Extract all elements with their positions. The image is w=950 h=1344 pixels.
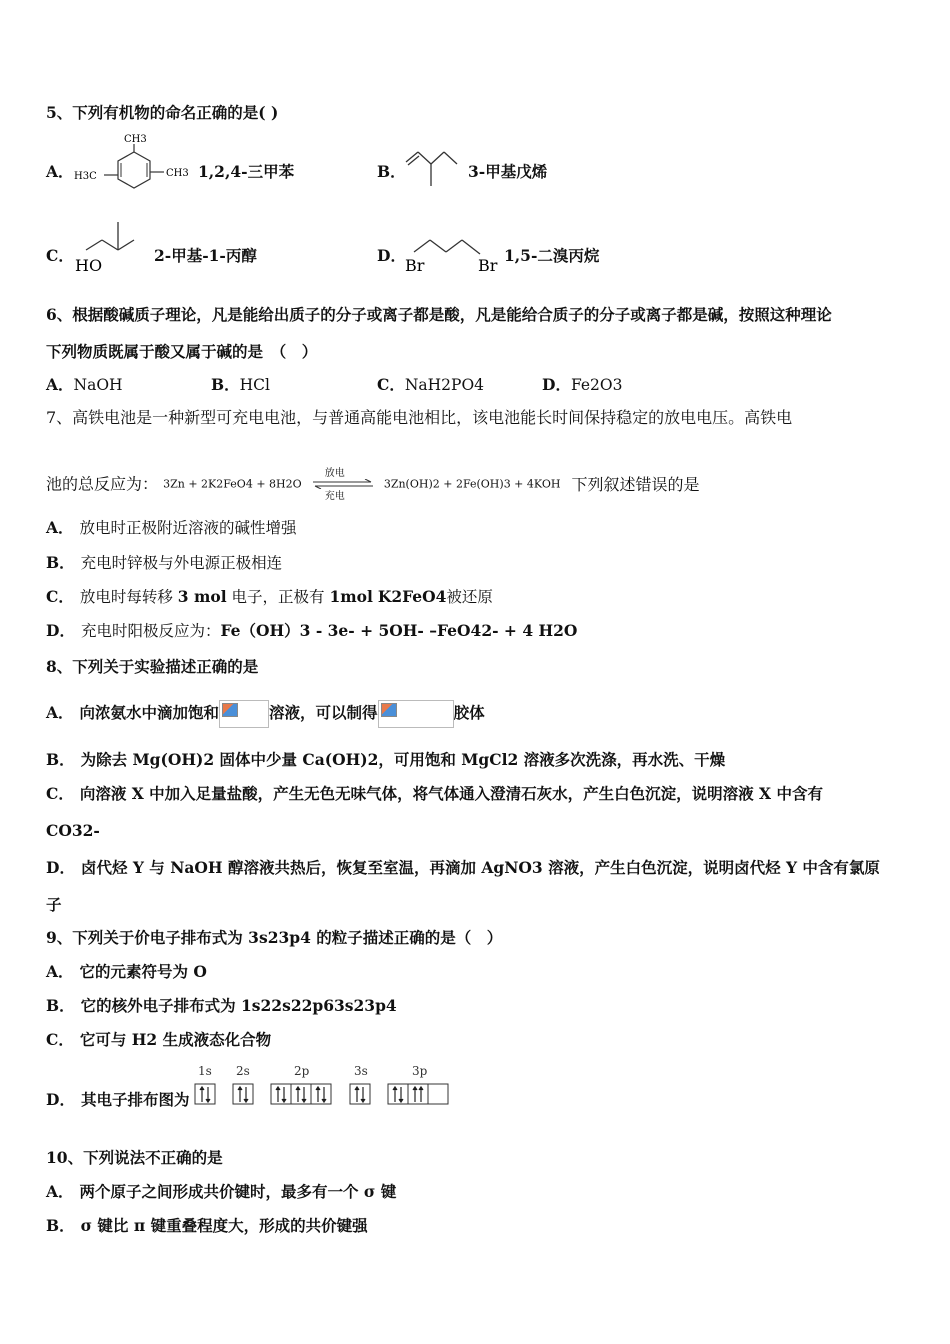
q5-a-letter: A． bbox=[46, 162, 74, 181]
q6-stem-line2: 下列物质既属于酸又属于碱的是 （ ） bbox=[46, 342, 318, 361]
q5-c-structure bbox=[72, 218, 150, 276]
q7-d-text1: 充电时阳极反应为： bbox=[80, 622, 221, 640]
q8-a-t2: 溶液，可以制得 bbox=[269, 703, 378, 722]
q5-c-letter: C． bbox=[46, 246, 74, 265]
q7-d-letter: D． bbox=[46, 621, 75, 640]
q7-c-n2: 1mol bbox=[329, 587, 373, 606]
q5-a-h3c: H3C bbox=[74, 171, 97, 182]
q9-option-b[interactable] bbox=[46, 996, 397, 1016]
q5-b-structure bbox=[400, 148, 464, 190]
q7-c-text2: 电子，正极有 bbox=[231, 588, 325, 606]
q10-a-letter: A． bbox=[46, 1182, 74, 1201]
q9-stem: 9、下列关于价电子排布式为 3s23p4 的粒子描述正确的是（ ） bbox=[46, 928, 503, 947]
q7-a-letter: A． bbox=[46, 518, 74, 537]
q5-d-br-right: Br bbox=[478, 256, 498, 275]
q7-c-letter: C． bbox=[46, 587, 74, 606]
q9-option-d[interactable] bbox=[46, 1090, 189, 1110]
q5-a-structure bbox=[72, 132, 192, 192]
q8-stem: 8、下列关于实验描述正确的是 bbox=[46, 657, 259, 676]
q7-c-text3: 被还原 bbox=[446, 588, 493, 606]
q8-option-c[interactable] bbox=[46, 784, 823, 804]
q8-a-t3: 胶体 bbox=[453, 703, 485, 722]
q6-option-a[interactable] bbox=[46, 375, 123, 395]
q6-option-b[interactable] bbox=[211, 375, 270, 395]
q6-c-text: NaH2PO4 bbox=[404, 376, 485, 394]
q7-stem-prefix: 池的总反应为： bbox=[46, 474, 159, 494]
q6-b-text: HCl bbox=[239, 376, 270, 394]
q7-option-a[interactable] bbox=[46, 518, 297, 538]
q10-b-text: σ 键比 π 键重叠程度大，形成的共价键强 bbox=[80, 1216, 368, 1235]
q5-b-letter: B． bbox=[377, 162, 406, 181]
q7-equilibrium-arrow bbox=[311, 470, 375, 500]
q7-equation-right: 3Zn(OH)2 + 2Fe(OH)3 + 4KOH bbox=[383, 477, 561, 491]
orbital-label-1s: 1s bbox=[198, 1064, 212, 1078]
q6-b-letter: B． bbox=[211, 375, 240, 394]
q9-c-letter: C． bbox=[46, 1030, 74, 1049]
q6-c-letter: C． bbox=[377, 375, 405, 394]
q5-a-ch3-top: CH3 bbox=[124, 134, 147, 145]
q7-a-text: 放电时正极附近溶液的碱性增强 bbox=[79, 519, 297, 537]
q7-b-letter: B． bbox=[46, 553, 75, 572]
q7-stem-line2 bbox=[46, 470, 700, 500]
q8-a-t1: 向浓氨水中滴加饱和 bbox=[79, 703, 220, 722]
q5-a-ch3-right: CH3 bbox=[166, 168, 189, 179]
q10-a-text: 两个原子之间形成共价键时，最多有一个 σ 键 bbox=[79, 1182, 397, 1201]
q10-b-letter: B． bbox=[46, 1216, 75, 1235]
q5-d-name: 1,5-二溴丙烷 bbox=[504, 246, 600, 265]
orbital-label-3s: 3s bbox=[354, 1064, 368, 1078]
q9-c-text: 它可与 H2 生成液态化合物 bbox=[79, 1030, 272, 1049]
q9-a-letter: A． bbox=[46, 962, 74, 981]
q5-d-letter: D． bbox=[377, 246, 406, 265]
q8-c-continuation: CO32- bbox=[46, 821, 100, 840]
orbital-label-2s: 2s bbox=[236, 1064, 250, 1078]
q7-option-b[interactable] bbox=[46, 553, 282, 573]
q8-d-text: 卤代烃 Y 与 NaOH 醇溶液共热后，恢复至室温，再滴加 AgNO3 溶液，产生白色沉淀，说明卤代烃 Y 中含有氯原 bbox=[80, 858, 880, 877]
q8-c-text: 向溶液 X 中加入足量盐酸，产生无色无味气体，将气体通入澄清石灰水，产生白色沉淀，说明溶液 X 中含有 bbox=[79, 784, 823, 803]
q6-option-d[interactable] bbox=[542, 375, 622, 395]
q6-a-letter: A． bbox=[46, 375, 74, 394]
q7-stem-suffix: 下列叙述错误的是 bbox=[571, 474, 700, 494]
q8-d-letter: D． bbox=[46, 858, 75, 877]
q8-option-d[interactable] bbox=[46, 858, 880, 878]
q7-c-text1: 放电时每转移 bbox=[79, 588, 173, 606]
q7-d-formula: Fe（OH）3 - 3e- + 5OH- –FeO42- + 4 H2O bbox=[220, 621, 578, 640]
q9-option-c[interactable] bbox=[46, 1030, 271, 1050]
q7-arrow-top: 放电 bbox=[324, 468, 345, 479]
q7-option-c[interactable] bbox=[46, 587, 493, 607]
q6-option-c[interactable] bbox=[377, 375, 484, 395]
q10-option-a[interactable] bbox=[46, 1182, 396, 1202]
q9-d-text: 其电子排布图为 bbox=[80, 1090, 190, 1109]
q5-a-name: 1,2,4-三甲苯 bbox=[198, 162, 295, 181]
q8-a-letter: A． bbox=[46, 703, 74, 722]
q6-d-text: Fe2O3 bbox=[570, 376, 623, 394]
orbital-label-2p: 2p bbox=[294, 1064, 310, 1078]
q6-stem-line1: 6、根据酸碱质子理论，凡是能给出质子的分子或离子都是酸，凡是能给合质子的分子或离子都是碱，按照这种理论 bbox=[46, 305, 832, 324]
q7-c-formula: K2FeO4 bbox=[377, 587, 447, 606]
q8-b-letter: B． bbox=[46, 750, 75, 769]
broken-image-icon bbox=[378, 700, 454, 728]
q7-equation-left: 3Zn + 2K2FeO4 + 8H2O bbox=[163, 477, 302, 491]
q10-stem: 10、下列说法不正确的是 bbox=[46, 1148, 223, 1167]
q9-d-letter: D． bbox=[46, 1090, 75, 1109]
q6-d-letter: D． bbox=[542, 375, 571, 394]
q5-c-name: 2-甲基-1-丙醇 bbox=[154, 246, 257, 265]
q6-a-text: NaOH bbox=[73, 376, 123, 394]
q9-b-letter: B． bbox=[46, 996, 75, 1015]
q8-option-a[interactable] bbox=[46, 700, 485, 728]
q7-c-n1: 3 mol bbox=[177, 587, 227, 606]
q9-a-text: 它的元素符号为 O bbox=[79, 962, 207, 981]
q5-d-br-left: Br bbox=[405, 256, 425, 275]
q5-d-structure bbox=[400, 230, 504, 276]
q5-b-name: 3-甲基戊烯 bbox=[468, 162, 548, 181]
q9-orbital-diagram bbox=[190, 1062, 460, 1110]
q7-b-text: 充电时锌极与外电源正极相连 bbox=[80, 554, 283, 572]
q8-option-b[interactable] bbox=[46, 750, 725, 770]
q7-option-d[interactable] bbox=[46, 621, 577, 641]
q10-option-b[interactable] bbox=[46, 1216, 368, 1236]
orbital-label-3p: 3p bbox=[412, 1064, 428, 1078]
broken-image-icon bbox=[219, 700, 269, 728]
q9-b-text: 它的核外电子排布式为 1s22s22p63s23p4 bbox=[80, 996, 397, 1015]
q8-b-text: 为除去 Mg(OH)2 固体中少量 Ca(OH)2，可用饱和 MgCl2 溶液多次洗涤，再水洗、干燥 bbox=[80, 750, 726, 769]
q8-c-letter: C． bbox=[46, 784, 74, 803]
q7-arrow-bottom: 充电 bbox=[324, 491, 345, 502]
q7-stem-line1: 7、高铁电池是一种新型可充电电池，与普通高能电池相比，该电池能长时间保持稳定的放电电压。高铁电 bbox=[46, 408, 793, 427]
q9-option-a[interactable] bbox=[46, 962, 207, 982]
q5-stem: 5、下列有机物的命名正确的是( ) bbox=[46, 103, 279, 122]
q5-c-ho: HO bbox=[75, 256, 103, 275]
q8-d-continuation: 子 bbox=[46, 895, 62, 914]
